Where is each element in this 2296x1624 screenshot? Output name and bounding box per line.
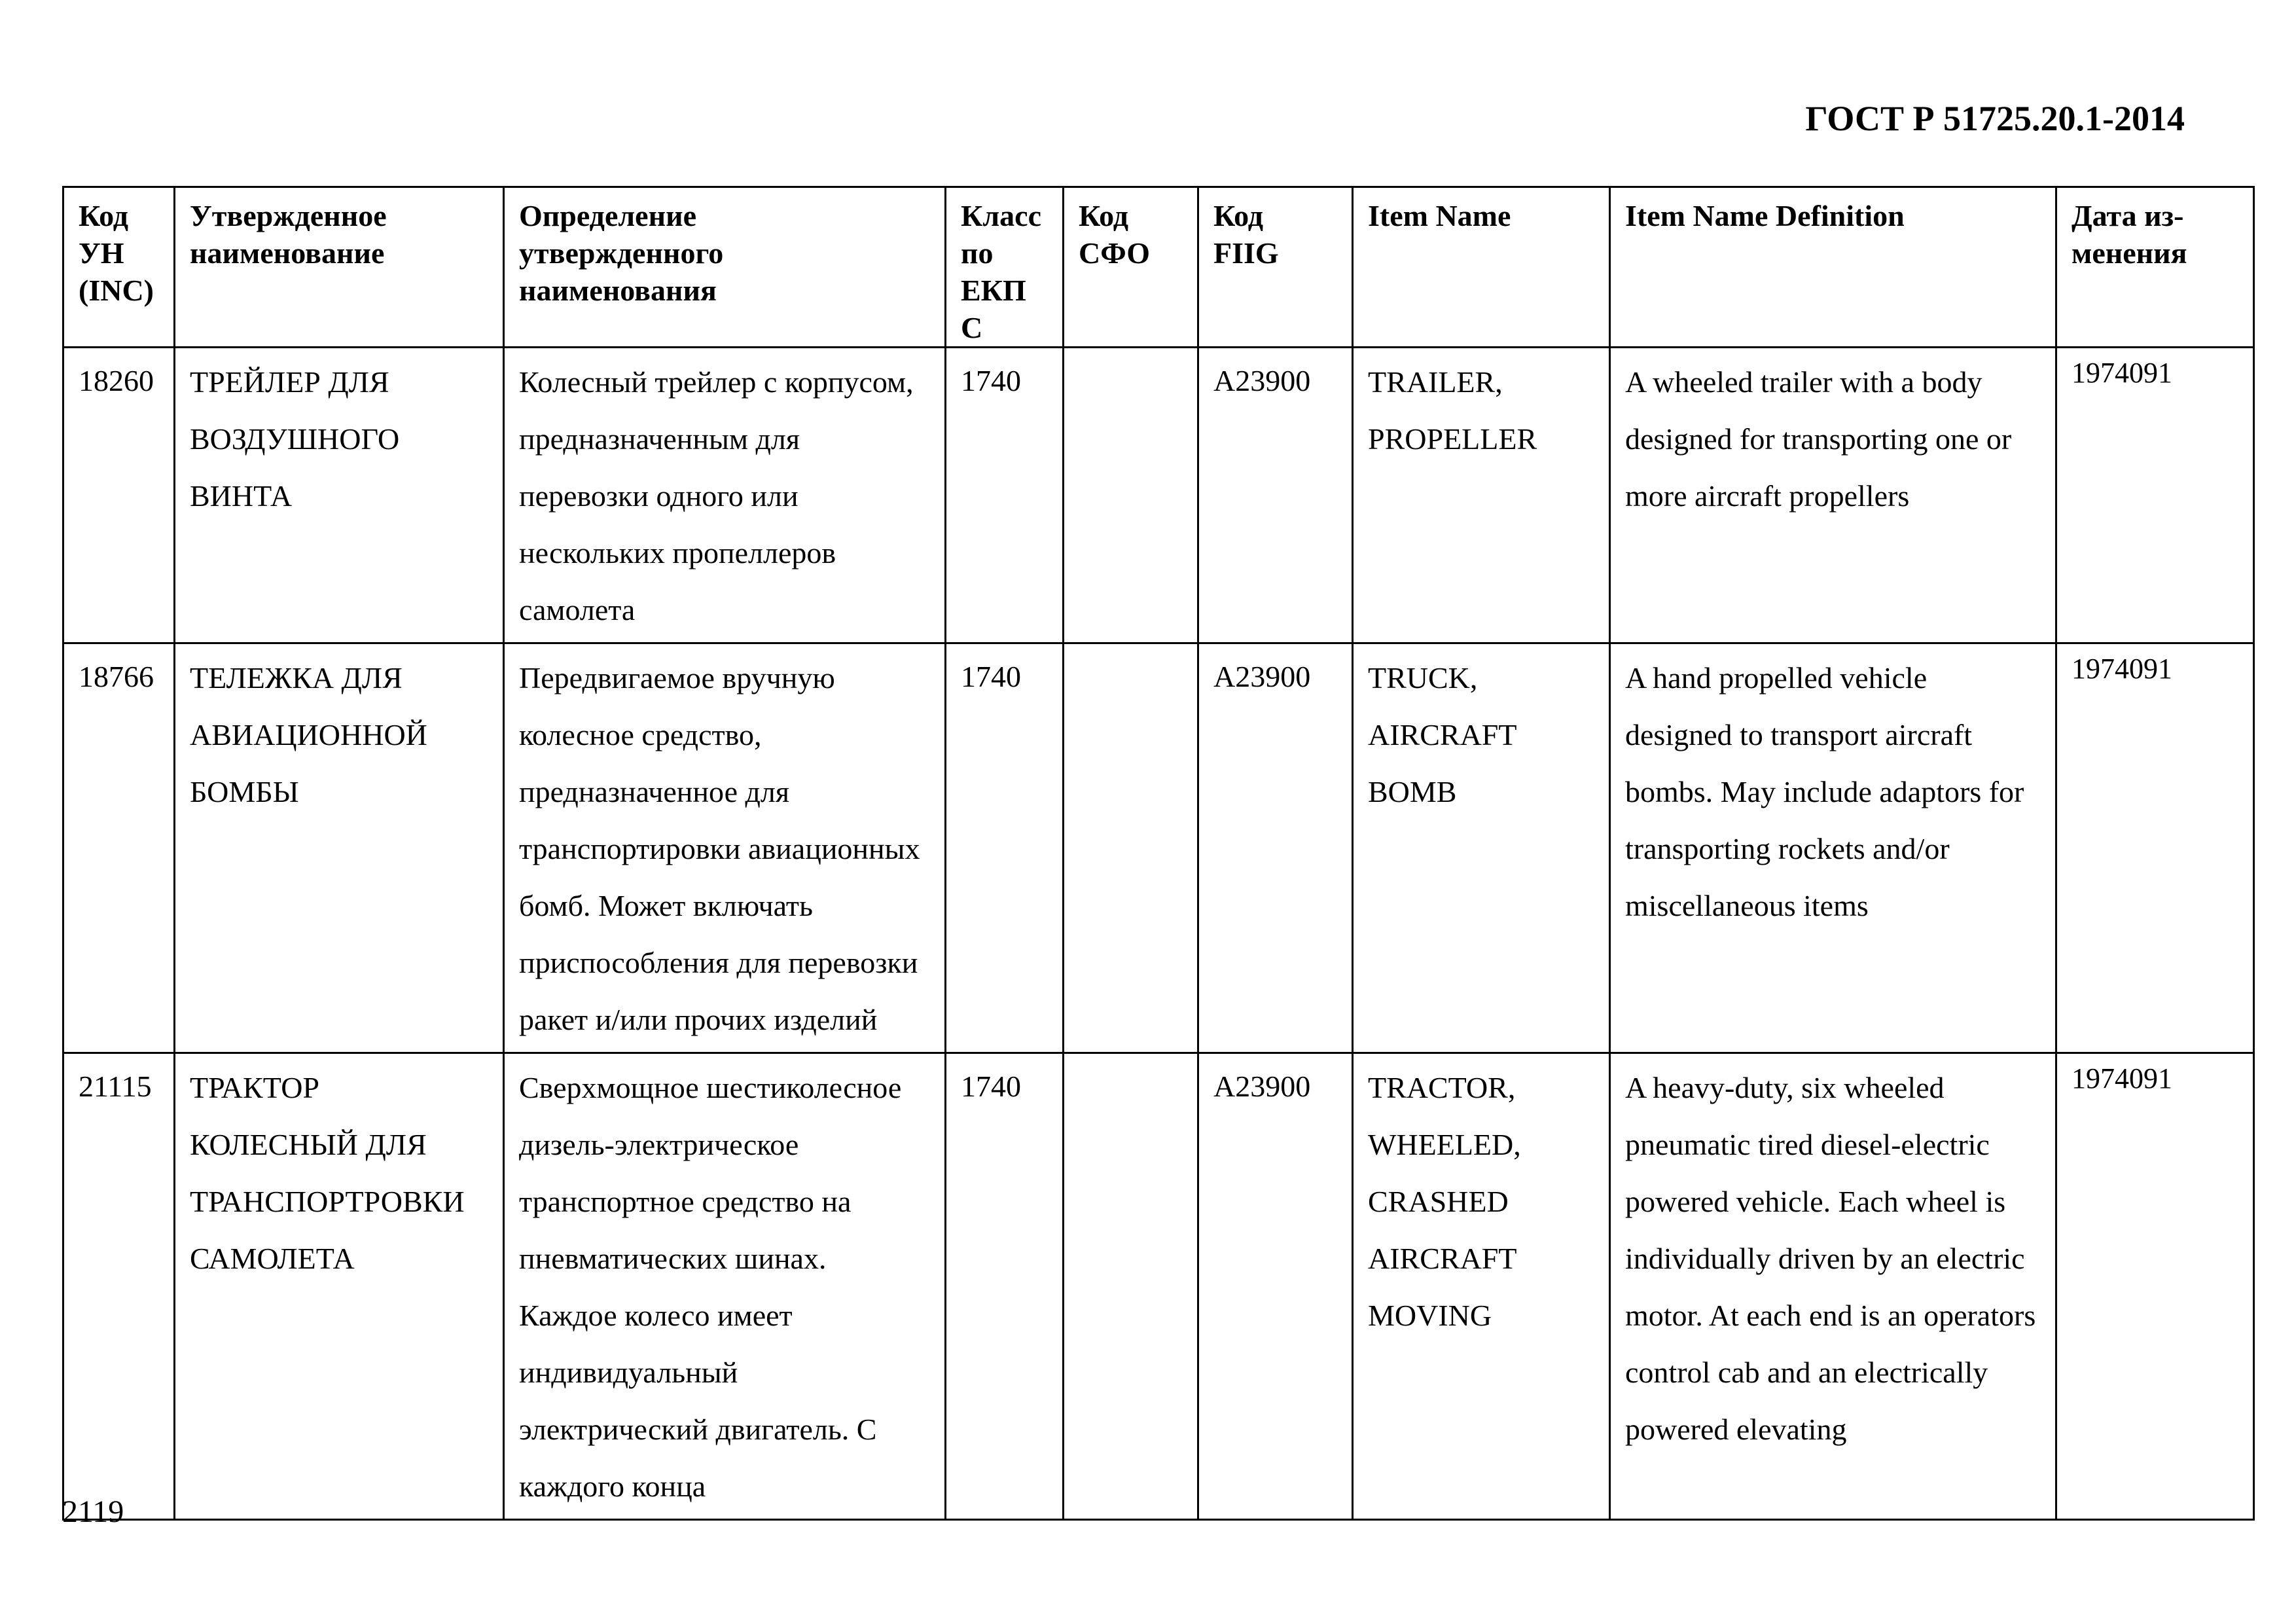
cell-item-name: TRACTOR, WHEELED, CRASHED AIRCRAFT MOVING [1353,1053,1610,1520]
header-def-ru: Определение утвержденного наименования [504,187,946,348]
cell-inc: 18766 [63,643,175,1053]
header-item-def: Item Name Definition [1610,187,2056,348]
cell-def-ru: Передвигаемое вручную колесное средство, предназначенное для транспортировки авиационных бомб. Может включать приспособления для перевозки ракет и/или прочих изделий [504,643,946,1053]
table-header-row [63,187,2254,348]
cell-inc: 21115 [63,1053,175,1520]
cell-item-name: TRUCK, AIRCRAFT BOMB [1353,643,1610,1053]
cell-item-def: A heavy-duty, six wheeled pneumatic tired diesel-electric powered vehicle. Each wheel is individually driven by an electric motor. At each end is an operators control cab and an electrically powered elevating [1610,1053,2056,1520]
page-number: 2119 [62,1494,124,1529]
items-table [62,186,2255,1521]
header-item-name: Item Name [1353,187,1610,348]
cell-item-name: TRAILER, PROPELLER [1353,348,1610,643]
header-inc: Код УН (INC) [63,187,175,348]
header-name-ru: Утвержденное наименование [175,187,504,348]
cell-date: 1974091 [2056,643,2254,1053]
cell-item-def: A hand propelled vehicle designed to transport aircraft bombs. May include adaptors for transporting rockets and/or miscellaneous items [1610,643,2056,1053]
cell-sfo [1064,348,1198,643]
table-row [63,643,2254,1053]
cell-item-def: A wheeled trailer with a body designed for transporting one or more aircraft propellers [1610,348,2056,643]
cell-inc: 18260 [63,348,175,643]
table-row [63,1053,2254,1520]
cell-sfo [1064,1053,1198,1520]
cell-class: 1740 [946,348,1064,643]
cell-date: 1974091 [2056,348,2254,643]
header-date: Дата из- менения [2056,187,2254,348]
cell-def-ru: Колесный трейлер с корпусом, предназначенным для перевозки одного или нескольких пропеллеров самолета [504,348,946,643]
cell-fiig: A23900 [1198,1053,1353,1520]
cell-class: 1740 [946,643,1064,1053]
table-row [63,348,2254,643]
header-class: Класс по ЕКП С [946,187,1064,348]
cell-name-ru: ТРЕЙЛЕР ДЛЯ ВОЗДУШНОГО ВИНТА [175,348,504,643]
cell-date: 1974091 [2056,1053,2254,1520]
cell-class: 1740 [946,1053,1064,1520]
header-fiig: Код FIIG [1198,187,1353,348]
document-header: ГОСТ Р 51725.20.1-2014 [1805,99,2185,138]
cell-fiig: A23900 [1198,643,1353,1053]
cell-name-ru: ТЕЛЕЖКА ДЛЯ АВИАЦИОННОЙ БОМБЫ [175,643,504,1053]
cell-sfo [1064,643,1198,1053]
cell-fiig: A23900 [1198,348,1353,643]
header-sfo: Код СФО [1064,187,1198,348]
cell-name-ru: ТРАКТОР КОЛЕСНЫЙ ДЛЯ ТРАНСПОРТРОВКИ САМОЛЕТА [175,1053,504,1520]
cell-def-ru: Сверхмощное шестиколесное дизель-электрическое транспортное средство на пневматических шинах. Каждое колесо имеет индивидуальный электрический двигатель. С каждого конца [504,1053,946,1520]
